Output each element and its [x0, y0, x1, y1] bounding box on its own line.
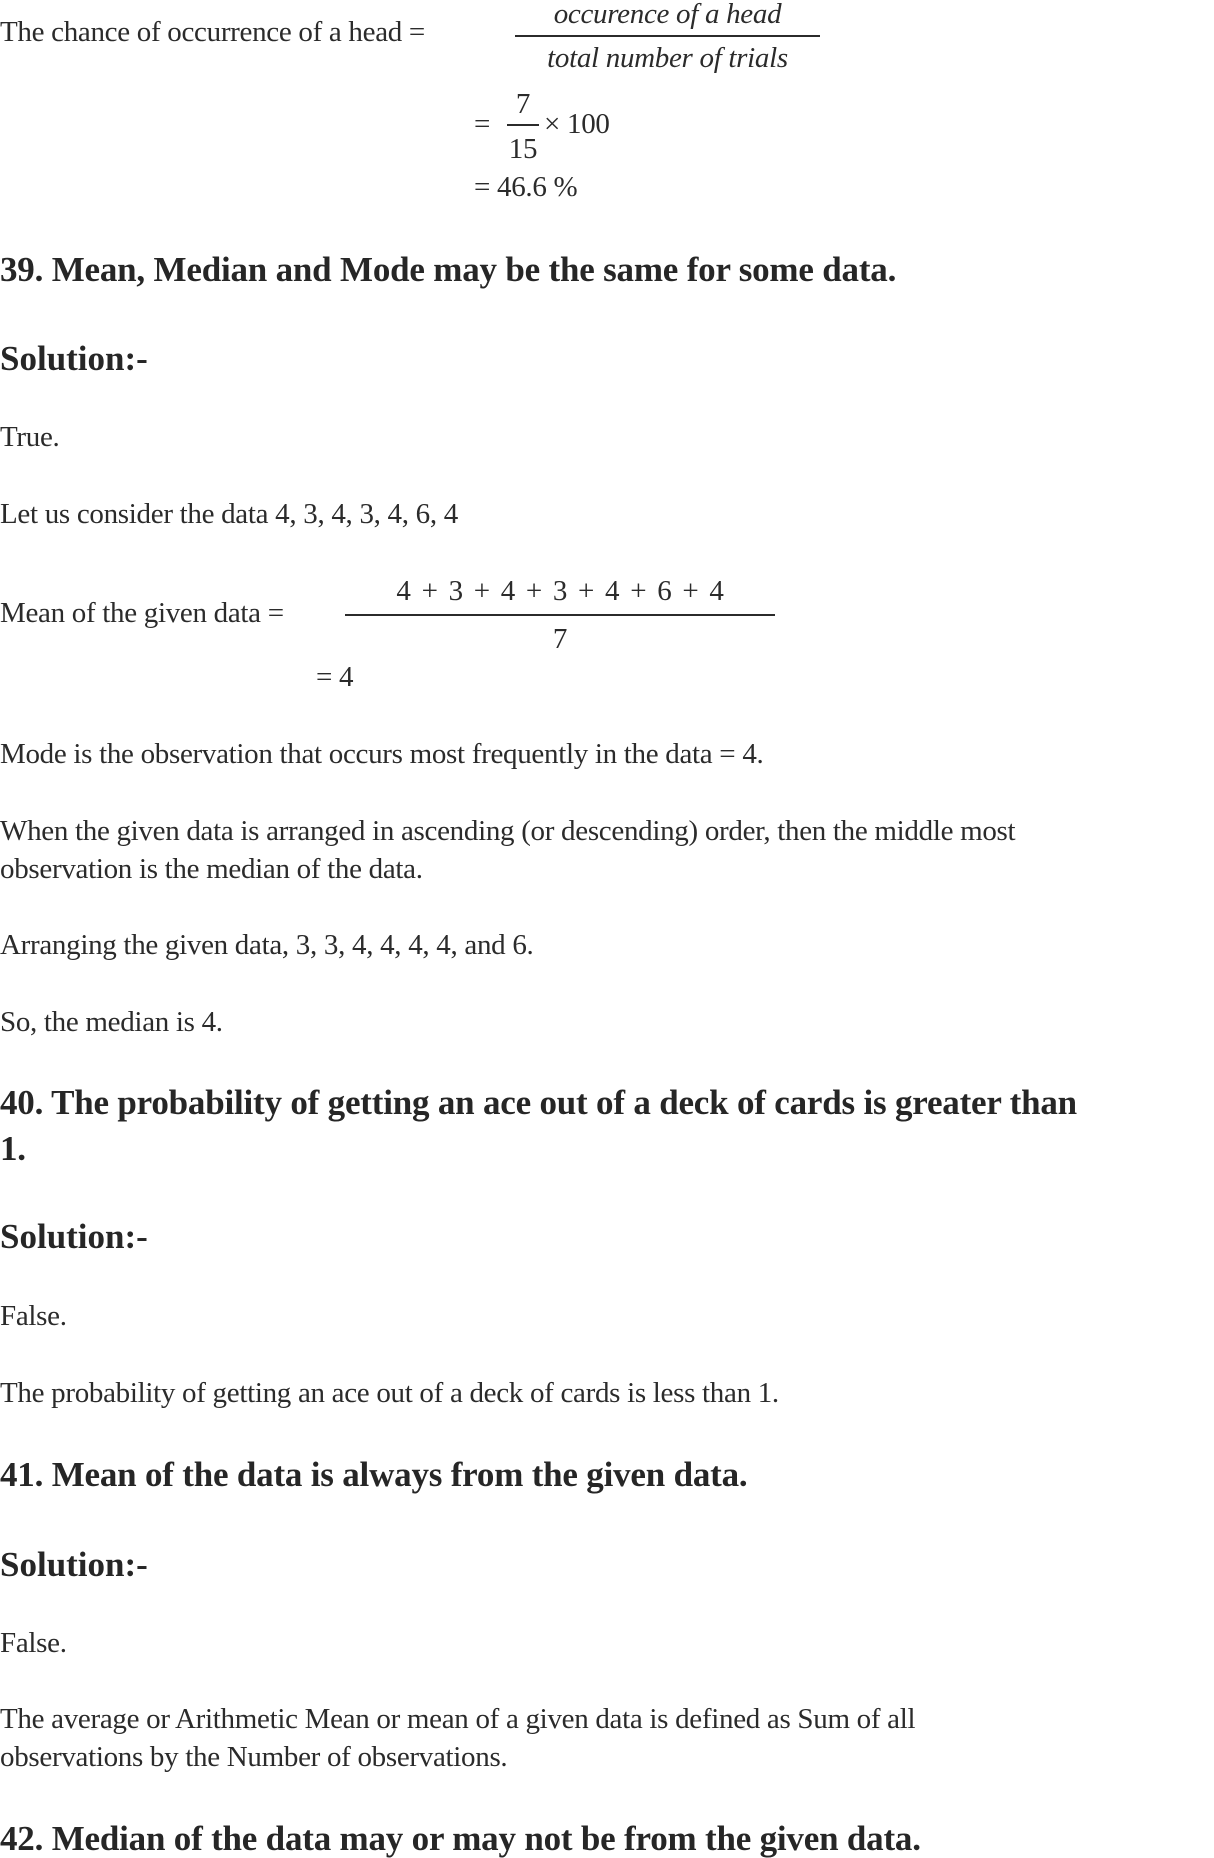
step2-equals: = [474, 108, 491, 140]
median-paragraph-line1: When the given data is arranged in ascending (or descending) order, then the middle most [0, 815, 1016, 847]
step2-fraction-bar [507, 124, 539, 126]
mean-numerator: 4 + 3 + 4 + 3 + 4 + 6 + 4 [396, 575, 724, 607]
step2-numerator: 7 [515, 88, 531, 120]
mean-lhs: Mean of the given data = [0, 597, 284, 629]
data-statement: Let us consider the data 4, 3, 4, 3, 4, 6, 4 [0, 498, 458, 530]
explanation-paragraph-line2: observations by the Number of observations. [0, 1741, 508, 1773]
fraction-bar [515, 35, 820, 37]
solution-label: Solution:- [0, 339, 148, 378]
median-paragraph-line2: observation is the median of the data. [0, 853, 423, 885]
mode-paragraph: Mode is the observation that occurs most frequently in the data = 4. [0, 738, 764, 770]
solution-label: Solution:- [0, 1545, 148, 1584]
mean-fraction-bar [345, 614, 775, 616]
median-conclusion: So, the median is 4. [0, 1006, 223, 1038]
fraction-numerator: occurence of a head [553, 0, 782, 30]
question-40-heading-line1: 40. The probability of getting an ace out of a deck of cards is greater than [0, 1083, 1077, 1122]
answer-text: False. [0, 1300, 67, 1332]
question-39-heading: 39. Mean, Median and Mode may be the same for some data. [0, 250, 897, 289]
arranging-paragraph: Arranging the given data, 3, 3, 4, 4, 4, 4, and 6. [0, 929, 534, 961]
solution-label: Solution:- [0, 1217, 148, 1256]
explanation-paragraph: The probability of getting an ace out of a deck of cards is less than 1. [0, 1377, 779, 1409]
intro-lhs: The chance of occurrence of a head = [0, 16, 425, 48]
fraction-denominator: total number of trials [547, 42, 788, 74]
answer-text: True. [0, 421, 60, 453]
question-41-heading: 41. Mean of the data is always from the given data. [0, 1455, 748, 1494]
explanation-paragraph-line1: The average or Arithmetic Mean or mean of a given data is defined as Sum of all [0, 1703, 916, 1735]
question-40-heading-line2: 1. [0, 1129, 26, 1168]
step3-result: = 46.6 % [474, 171, 578, 203]
step2-denominator: 15 [508, 133, 538, 165]
question-42-heading: 42. Median of the data may or may not be from the given data. [0, 1819, 921, 1858]
mean-result: = 4 [316, 661, 354, 693]
answer-text: False. [0, 1627, 67, 1659]
step2-multiplier: × 100 [544, 108, 610, 140]
mean-denominator: 7 [552, 623, 568, 655]
